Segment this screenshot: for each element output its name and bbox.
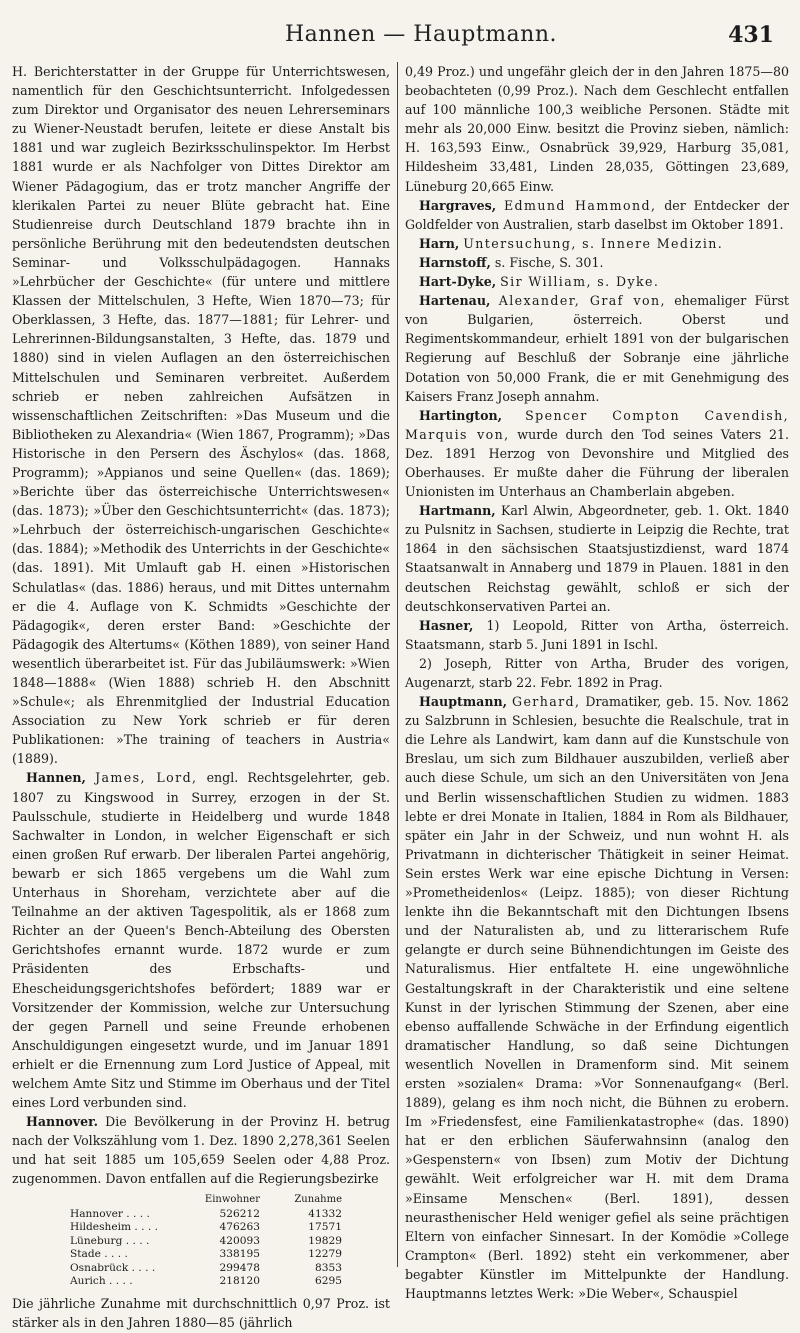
column-divider xyxy=(397,62,398,1267)
increase-value: 41332 xyxy=(308,1207,342,1220)
district-name: Osnabrück . . . . xyxy=(70,1261,156,1274)
table-row xyxy=(70,1208,342,1221)
entry-hartenau xyxy=(405,291,789,406)
entry-hauptmann xyxy=(405,692,789,1303)
increase-value: 19829 xyxy=(308,1234,342,1247)
residents-value: 420093 xyxy=(219,1234,260,1247)
body-hasner-1: 1) Leopold, Ritter von Artha, österreich. Staatsmann, starb 5. Juni 1891 in Ischl. xyxy=(405,617,789,652)
residents-value: 476263 xyxy=(219,1221,260,1234)
hannak-continuation: H. Berichterstatter in der Gruppe für Unterrichtswesen, namentlich für den Geschichtsunterricht. Infolgedessen zum Direktor und Organisator des neuen Lehrerseminars zu Wiener-Neustadt berufen, leitete er diese Anstalt bis 1881 und war zugleich Bezirksschulinspektor. Im Herbst 1881 wurde er als Nachfolger von Dittes Direktor am Wiener Pädagogium, das er trotz mancher Angriffe der klerikalen Partei zu neuer Blüte gebracht hat. Eine Studienreise durch Deutschland 1879 brachte ihn in persönliche Berührung mit den bedeutendsten deutschen Seminar- und Volksschulpädagogen. Hannaks »Lehrbücher der Geschichte« (für untere und mittlere Klassen der Mittelschulen, 3 Hefte, Wien 1870—73; für Oberklassen, 3 Hefte, das. 1877—1881; für Lehrer- und Lehrerinnen-Bildungsanstalten, 3 Hefte, das. 1879 und 1880) sind in vielen Auflagen an den österreichischen Mittelschulen und Seminaren verbreitet. Außerdem schrieb er neben zahlreichen Aufsätzen in wissenschaftlichen Zeitschriften: »Das Museum und die Bibliotheken zu Alexandria« (Wien 1867, Programm); »Das Historische in den Persern des Äschylos« (das. 1868, Programm); »Appianos und seine Quellen« (das. 1869); »Berichte über das österreichische Unterrichtswesen« (das. 1873); »Über den Geschichtsunterricht« (das. 1873); »Lehrbuch der österreichisch-ungarischen Geschichte« (das. 1884); »Methodik des Unterrichts in der Geschichte« (das. 1891). Mit Umlauft gab H. einen »Historischen Schulatlas« (das. 1886) heraus, und mit Dittes unternahm er die 4. Auflage von K. Schmidts »Geschichte der Pädagogik«, deren erster Band: »Geschichte der Pädagogik des Altertums« (Köthen 1889), von seiner Hand wesentlich überarbeitet ist. Für das Jubiläumswerk: »Wien 1848—1888« (Wien 1888) schrieb H. den Abschnitt »Schule«; als Ehrenmitglied der Industrial Education Association zu New York schrieb er für deren Publikationen: »The training of teachers in Austria« (1889). xyxy=(12,64,390,767)
district-name: Aurich . . . . xyxy=(70,1274,133,1287)
population-table xyxy=(70,1193,342,1289)
table-row xyxy=(70,1221,342,1234)
table-header-residents: Einwohner xyxy=(204,1193,260,1205)
table-row xyxy=(70,1275,342,1288)
table-row xyxy=(70,1248,342,1261)
headword-harnstoff: Harnstoff, xyxy=(419,254,491,270)
body-hartmann: Karl Alwin, Abgeordneter, geb. 1. Okt. 1840 zu Pulsnitz in Sachsen, studierte in Leipzig die Rechte, trat 1864 in den sächsischen Staatsjustizdienst, ward 1874 Staatsanwalt in Annaberg und 1879 in Plauen. 1881 in den deutschen Reichstag gewählt, schloß er sich der deutschkonservativen Partei an. xyxy=(405,503,789,614)
headword-hannen: Hannen, xyxy=(26,770,86,786)
name-hargraves: Edmund Hammond, xyxy=(503,197,657,213)
body-harnstoff: s. Fische, S. 301. xyxy=(494,254,604,270)
table-row xyxy=(70,1262,342,1275)
name-hartenau: Alexander, Graf von, xyxy=(498,293,666,309)
running-head xyxy=(60,8,782,64)
body-hartenau: ehemaliger Fürst von Bulgarien, österreich. Oberst und Regimentskommandeur, erhielt 1891 von der bulgarischen Regierung auf Beschluß der Sobranje eine jährliche Dotation von 50,000 Frank, die er mit Genehmigung des Kaisers Franz Joseph annahm. xyxy=(405,293,789,404)
page-number: 431 xyxy=(728,22,774,48)
table-header-district xyxy=(70,1193,190,1208)
entry-hartington xyxy=(405,406,789,501)
residents-value: 299478 xyxy=(219,1261,260,1274)
name-hannen: James, Lord, xyxy=(95,770,198,786)
district-name: Lüneburg . . . . xyxy=(70,1234,150,1247)
body-hartington: wurde durch den Tod seines Vaters 21. Dez. 1891 Herzog von Devonshire und Mitglied des Oberhauses. Er mußte daher die Führung der liberalen Unionisten im Unterhaus an Chamberlain abgeben. xyxy=(405,426,789,500)
name-hauptmann: Gerhard, xyxy=(511,694,581,710)
entry-hannover xyxy=(12,1112,390,1188)
entry-harnstoff xyxy=(405,253,789,272)
left-column xyxy=(12,62,390,1333)
headword-hauptmann: Hauptmann, xyxy=(419,694,508,710)
table-header-increase: Zunahme xyxy=(294,1193,342,1205)
headword-harn: Harn, xyxy=(419,235,460,251)
increase-value: 12279 xyxy=(308,1248,342,1261)
body-hargraves: der Entdecker der Goldfelder von Australien, starb daselbst im Oktober 1891. xyxy=(405,197,789,232)
residents-value: 338195 xyxy=(219,1248,260,1261)
name-hartington: Spencer Compton Cavendish, Marquis von, xyxy=(405,407,789,442)
body-hart-dyke: Sir William, s. Dyke. xyxy=(500,274,660,290)
headword-hartmann: Hartmann, xyxy=(419,503,496,519)
entry-hannen xyxy=(12,768,390,1112)
right-column xyxy=(405,62,789,1303)
body-hauptmann: Dramatiker, geb. 15. Nov. 1862 zu Salzbrunn in Schlesien, besuchte die Realschule, trat in die Lehre als Landwirt, kam dann auf die Kunstschule von Breslau, um sich zum Bildhauer auszubilden, verließ aber auch diese Schule, um sich an den Universitäten von Jena und Berlin wissenschaftlichen Studien zu widmen. 1883 lebte er drei Monate in Italien, 1884 in Rom als Bildhauer, später ein Jahr in der Schweiz, und nun wohnt H. als Privatmann in dichterischer Thätigkeit in seiner Heimat. Sein erstes Werk war eine epische Dichtung in Versen: »Prometheidenlos« (Leipz. 1885); von dieser Richtung lenkte ihn die Bekanntschaft mit den Dichtungen Ibsens und der Naturalisten ab, und zu litterarischem Rufe gelangte er durch seine Bühnendichtungen im Geiste des Naturalismus. Hier entfaltete H. eine ungewöhnliche Gestaltungskraft in der Charakteristik und eine seltene Kunst in der lyrischen Stimmung der Szenen, aber eine ebenso auffallende Schwäche in der Erfindung eigentlich dramatischer Handlung, so daß seine Dichtungen wesentlich Novellen in Dramenform sind. Mit seinem ersten »sozialen« Drama: »Vor Sonnenaufgang« (Berl. 1889), gelang es ihm noch nicht, die Bühnen zu erobern. Im »Friedensfest, eine Familienkatastrophe« (das. 1890) hat er den erblichen Säuferwahnsinn (analog den »Gespenstern« von Ibsen) zum Motiv der Dichtung gewählt. Weit erfolgreicher war H. mit dem Drama »Einsame Menschen« (Berl. 1891), dessen neurasthenischer Held weniger gefiel als seine prächtigen Eltern von einfacher Sinnesart. In der Komödie »College Crampton« (Berl. 1892) steht ein verkommener, aber begabter Künstler im Mittelpunkte der Handlung. Hauptmanns letztes Werk: »Die Weber«, Schauspiel xyxy=(405,694,789,1301)
headword-hannover: Hannover. xyxy=(26,1114,98,1130)
hannover-continued: 0,49 Proz.) und ungefähr gleich der in den Jahren 1875—80 beobachteten (0,99 Proz.). Nach dem Geschlecht entfallen auf 100 männliche 100,3 weibliche Personen. Städte mit mehr als 20,000 Einw. besitzt die Provinz sieben, nämlich: H. 163,593 Einw., Osnabrück 39,929, Harburg 35,081, Hildesheim 33,481, Linden 28,035, Göttingen 23,689, Lüneburg 20,665 Einw. xyxy=(405,64,789,194)
increase-value: 6295 xyxy=(315,1274,342,1287)
entry-harn xyxy=(405,234,789,253)
district-name: Stade . . . . xyxy=(70,1248,128,1261)
increase-value: 8353 xyxy=(315,1261,342,1274)
page-title: Hannen — Hauptmann. xyxy=(284,22,558,47)
headword-hasner: Hasner, xyxy=(419,617,474,633)
entry-hasner-2: 2) Joseph, Ritter von Artha, Bruder des vorigen, Augenarzt, starb 22. Febr. 1892 in Prag. xyxy=(405,655,789,690)
district-name: Hildesheim . . . . xyxy=(70,1221,158,1234)
hannover-continuation: Die jährliche Zunahme mit durchschnittlich 0,97 Proz. ist stärker als in den Jahren 1880—85 (jährlich xyxy=(12,1296,390,1331)
body-hannen: engl. Rechtsgelehrter, geb. 1807 zu Kingswood in Surrey, erzogen in der St. Paulsschule, studierte in Heidelberg und wurde 1848 Sachwalter in London, in welcher Eigenschaft er sich einen großen Ruf erwarb. Der liberalen Partei angehörig, bewarb er sich 1865 vergebens um die Wahl zum Unterhaus in Shoreham, verzichtete aber auf die Teilnahme an der aktiven Tagespolitik, als er 1868 zum Richter an der Queen's Bench-Abteilung des Obersten Gerichtshofes ernannt wurde. 1872 wurde er zum Präsidenten des Erbschafts- und Ehescheidungsgerichtshofes befördert; 1889 war er Vorsitzender der Kommission, welche zur Untersuchung der gegen Parnell und seine Freunde erhobenen Anschuldigungen eingesetzt wurde, und im Januar 1891 erhielt er die Ernennung zum Lord Justice of Appeal, mit welchem Amte Sitz und Stimme im Oberhaus und der Titel eines Lord verbunden sind. xyxy=(12,770,390,1111)
entry-hargraves xyxy=(405,196,789,234)
district-name: Hannover . . . . xyxy=(70,1207,150,1220)
table-row xyxy=(70,1235,342,1248)
entry-hasner xyxy=(405,616,789,654)
body-harn: Untersuchung, s. Innere Medizin. xyxy=(463,235,724,251)
body-hannover: Die Bevölkerung in der Provinz H. betrug nach der Volkszählung vom 1. Dez. 1890 2,278,361 Seelen und hat seit 1885 um 105,659 Seelen oder 4,88 Proz. zugenommen. Davon entfallen auf die Regierungsbezirke xyxy=(12,1114,390,1187)
headword-hartington: Hartington, xyxy=(419,407,503,423)
headword-hartenau: Hartenau, xyxy=(419,293,491,309)
entry-hartmann xyxy=(405,501,789,616)
increase-value: 17571 xyxy=(308,1221,342,1234)
entry-hart-dyke xyxy=(405,272,789,291)
residents-value: 218120 xyxy=(219,1274,260,1287)
residents-value: 526212 xyxy=(219,1207,260,1220)
headword-hargraves: Hargraves, xyxy=(419,197,497,213)
headword-hart-dyke: Hart-Dyke, xyxy=(419,274,497,290)
